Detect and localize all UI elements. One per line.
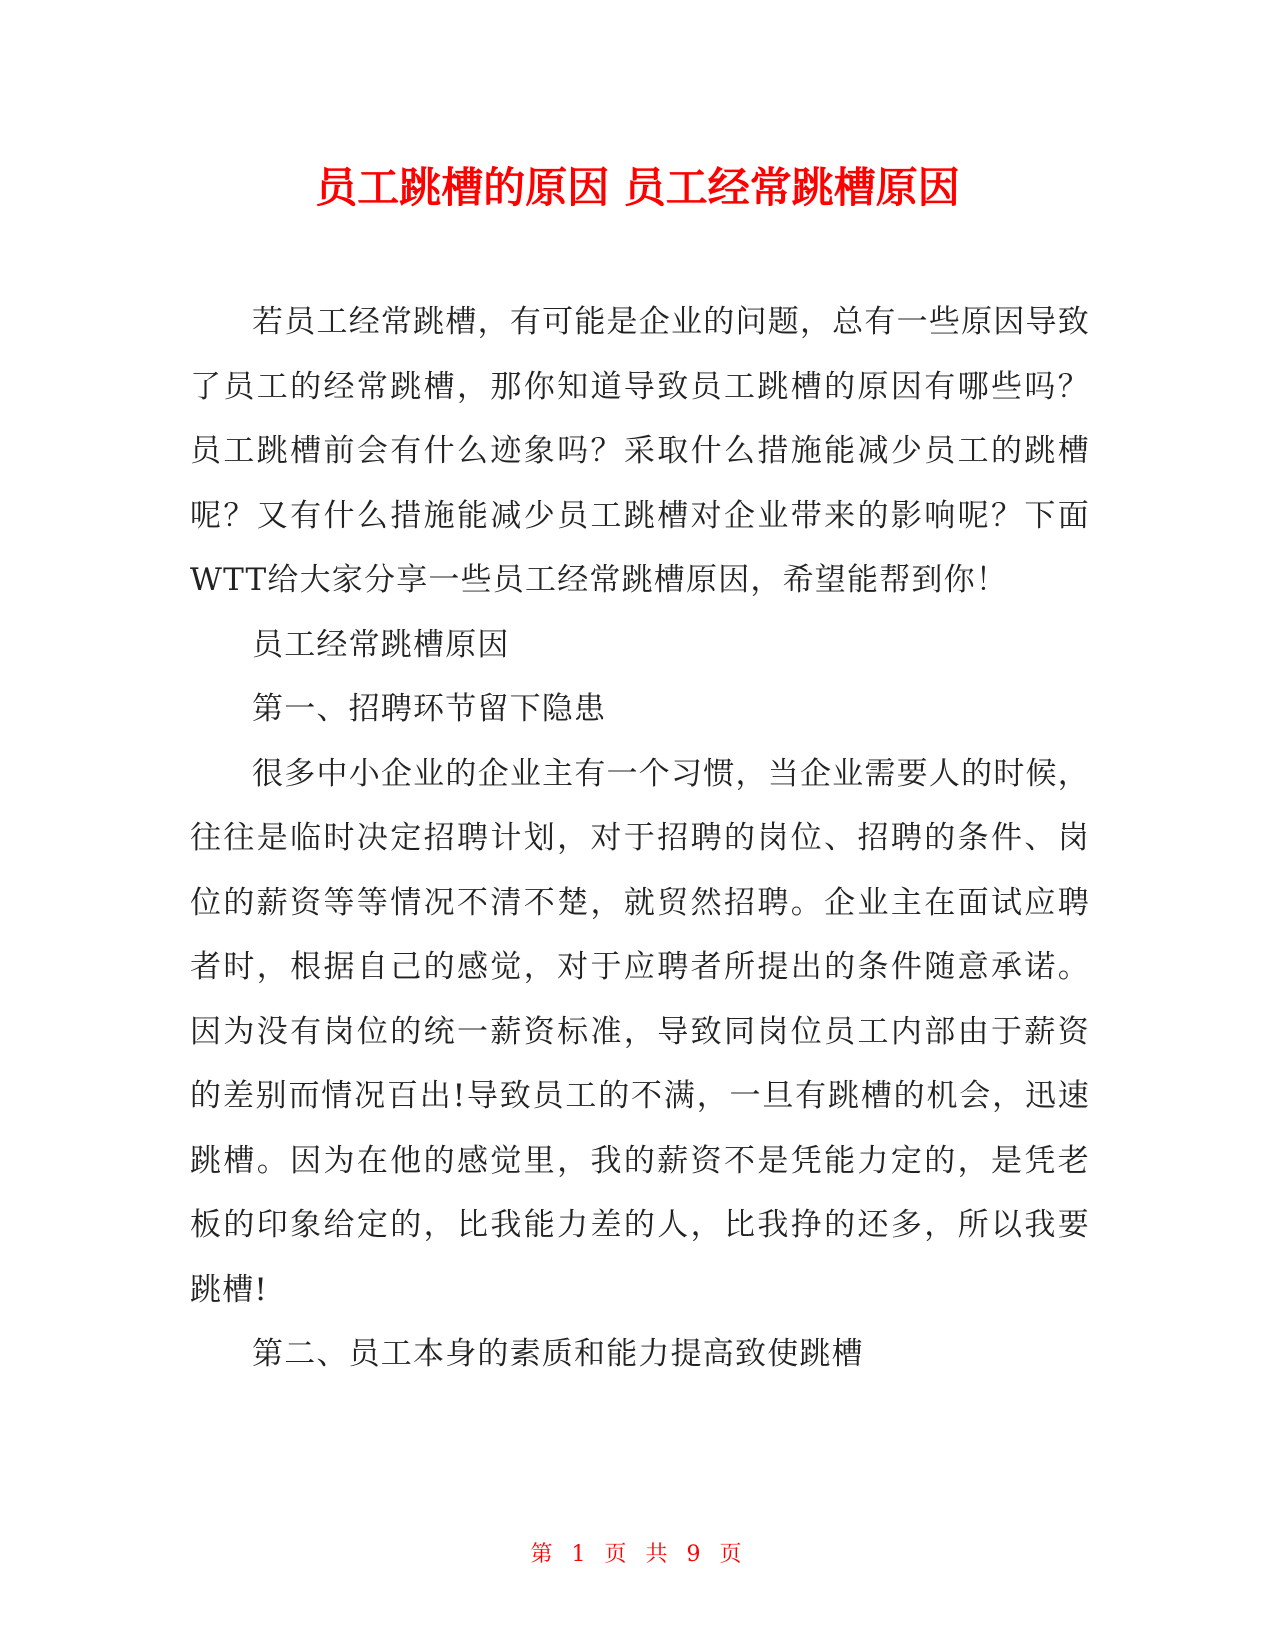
page-number-footer: 第 1 页 共 9 页 — [530, 1542, 745, 1567]
document-body — [190, 290, 1090, 1387]
paragraph-first-body: 很多中小企业的企业主有一个习惯，当企业需要人的时候，往往是临时决定招聘计划，对于招聘的岗位、招聘的条件、岗位的薪资等等情况不清不楚，就贸然招聘。企业主在面试应聘者时，根据自己的感觉，对于应聘者所提出的条件随意承诺。因为没有岗位的统一薪资标准，导致同岗位员工内部由于薪资的差别而情况百出!导致员工的不满，一旦有跳槽的机会，迅速跳槽。因为在他的感觉里，我的薪资不是凭能力定的，是凭老板的印象给定的，比我能力差的人，比我挣的还多，所以我要跳槽! — [190, 755, 1090, 1308]
section-heading: 员工经常跳槽原因 — [252, 626, 510, 663]
subheading-first: 第一、招聘环节留下隐患 — [252, 691, 607, 727]
document-title: 员工跳槽的原因 员工经常跳槽原因 — [315, 163, 960, 212]
subheading-second: 第二、员工本身的素质和能力提高致使跳槽 — [252, 1336, 864, 1372]
paragraph-intro: 若员工经常跳槽，有可能是企业的问题，总有一些原因导致了员工的经常跳槽，那你知道导致员工跳槽的原因有哪些吗？员工跳槽前会有什么迹象吗？采取什么措施能减少员工的跳槽呢？又有什么措施能减少员工跳槽对企业带来的影响呢？下面WTT给大家分享一些员工经常跳槽原因，希望能帮到你！ — [190, 304, 1090, 598]
